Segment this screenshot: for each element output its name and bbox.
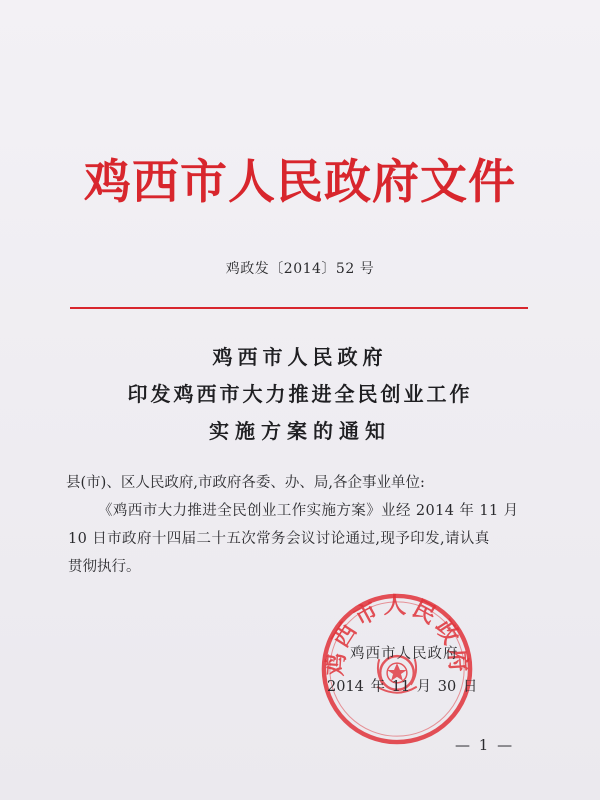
issuer-name: 鸡西市人民政府 (350, 646, 459, 662)
body-paragraph-line-1: 《鸡西市大力推进全民创业工作实施方案》业经 2014 年 11 月 (98, 503, 519, 519)
red-divider-line (70, 307, 528, 309)
notice-title-line-3: 实施方案的通知 (209, 419, 391, 443)
body-paragraph-line-2: 10 日市政府十四届二十五次常务会议讨论通过,现予印发,请认真 (68, 531, 490, 547)
notice-title-line-1: 鸡西市人民政府 (212, 345, 388, 369)
seal-text: 鸡西市人民政府 (322, 593, 472, 677)
addressee-line: 县(市)、区人民政府,市政府各委、办、局,各企事业单位: (66, 475, 425, 491)
document-number: 鸡政发〔2014〕52 号 (225, 261, 375, 277)
issue-date: 2014 年 11 月 30 日 (327, 679, 478, 695)
body-paragraph-line-3: 贯彻执行。 (68, 559, 141, 575)
official-seal-stamp (318, 590, 476, 748)
document-header-title: 鸡西市人民政府文件 (84, 155, 516, 210)
page-number: — 1 — (455, 736, 515, 754)
notice-title-line-2: 印发鸡西市大力推进全民创业工作 (127, 382, 473, 406)
